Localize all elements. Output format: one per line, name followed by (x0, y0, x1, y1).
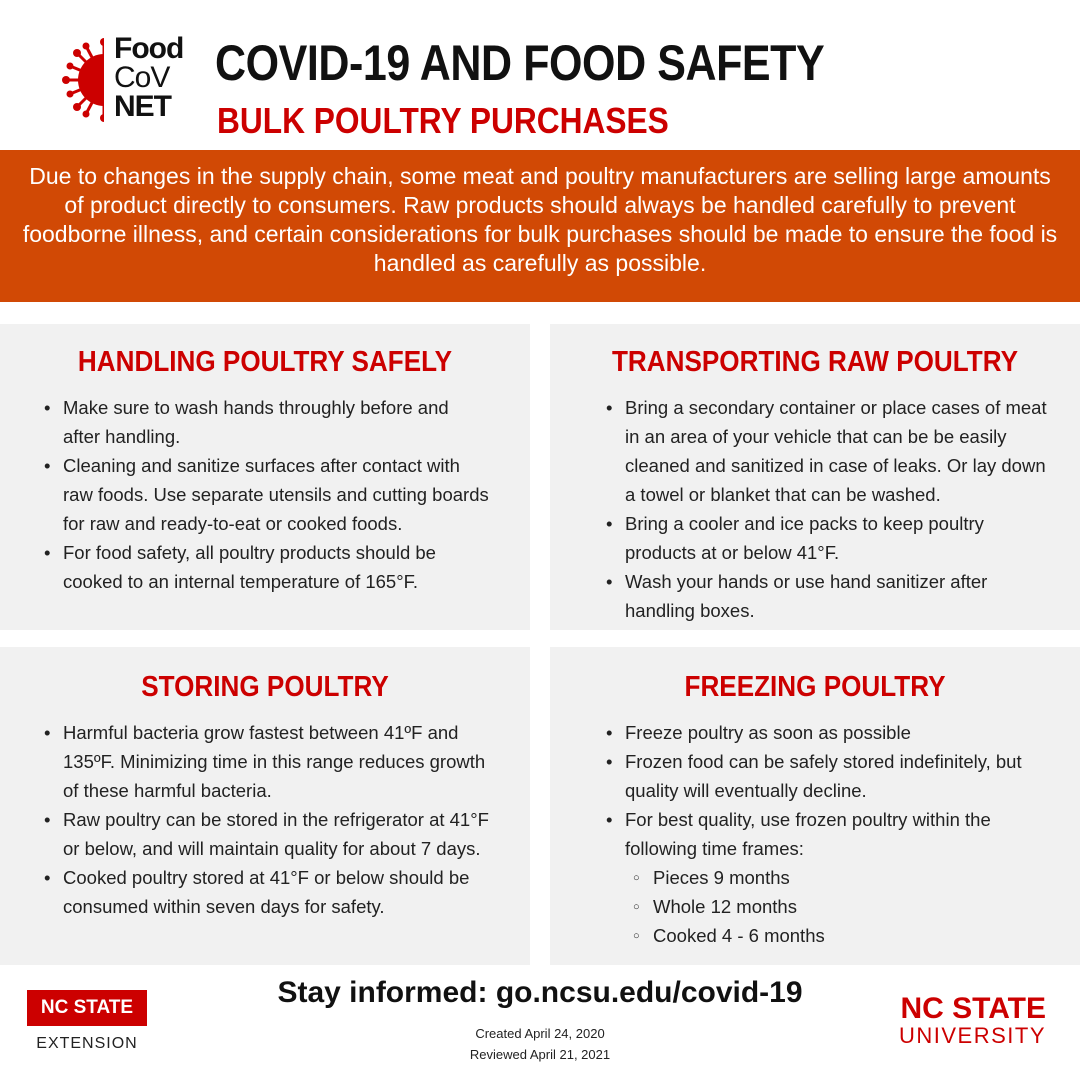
list-item: • Cooked poultry stored at 41°F or below should be consumed within seven days for safety. (44, 863, 490, 921)
created-date: Created April 24, 2020 (475, 1026, 605, 1041)
section-storing (0, 647, 530, 965)
list-item: • For best quality, use frozen poultry within the following time frames: (606, 805, 1050, 863)
university-logo-bottom: UNIVERSITY (898, 1023, 1046, 1048)
section-heading: HANDLING POULTRY SAFELY (77, 346, 453, 378)
sub-list-item: ○ Pieces 9 months (606, 863, 1050, 892)
section-heading: STORING POULTRY (141, 671, 389, 703)
page-subtitle: BULK POULTRY PURCHASES (217, 100, 669, 141)
bullet-list (0, 393, 530, 596)
section-handling (0, 324, 530, 630)
list-item: • For food safety, all poultry products should be cooked to an internal temperature of 165°F. (44, 538, 490, 596)
list-item: • Wash your hands or use hand sanitizer after handling boxes. (606, 567, 1050, 625)
extension-logo-box: NC STATE (27, 990, 147, 1026)
list-item: • Make sure to wash hands throughly before and after handling. (44, 393, 490, 451)
section-heading: FREEZING POULTRY (684, 671, 946, 703)
bullet-list (0, 718, 530, 921)
list-item: • Freeze poultry as soon as possible (606, 718, 1050, 747)
section-heading: TRANSPORTING RAW POULTRY (611, 346, 1018, 378)
sub-list-item: ○ Cooked 4 - 6 months (606, 921, 1050, 950)
stay-informed-link[interactable]: Stay informed: go.ncsu.edu/covid-19 (277, 976, 803, 1009)
university-logo-top: NC STATE (900, 992, 1046, 1025)
header (0, 0, 1080, 148)
bullet-list (550, 718, 1080, 950)
sub-list-item: ○ Whole 12 months (606, 892, 1050, 921)
bullet-list (550, 393, 1080, 625)
nc-state-university-logo (899, 994, 1046, 1048)
list-item: • Bring a cooler and ice packs to keep poultry products at or below 41°F. (606, 509, 1050, 567)
section-freezing (550, 647, 1080, 965)
list-item: • Frozen food can be safely stored indefinitely, but quality will eventually decline. (606, 747, 1050, 805)
reviewed-date: Reviewed April 21, 2021 (469, 1047, 611, 1062)
logo-text (114, 34, 183, 121)
logo-line-2: CoV (114, 61, 170, 94)
logo-line-1: Food (114, 32, 184, 65)
logo-line-3: NET (114, 90, 171, 123)
list-item: • Raw poultry can be stored in the refrigerator at 41°F or below, and will maintain quality for about 7 days. (44, 805, 490, 863)
foodcovnet-logo (62, 30, 192, 130)
list-item: • Bring a secondary container or place cases of meat in an area of your vehicle that can be be easily cleaned and sanitized in case of leaks. Or lay down a towel or blanket that can be washed. (606, 393, 1050, 509)
page-title: COVID-19 AND FOOD SAFETY (215, 35, 825, 91)
extension-logo-label: EXTENSION (36, 1035, 138, 1052)
list-item: • Harmful bacteria grow fastest between 41ºF and 135ºF. Minimizing time in this range reduces growth of these harmful bacteria. (44, 718, 490, 805)
virus-icon (62, 38, 122, 122)
list-item: • Cleaning and sanitize surfaces after contact with raw foods. Use separate utensils and cutting boards for raw and ready-to-eat or cooked foods. (44, 451, 490, 538)
section-transporting (550, 324, 1080, 630)
intro-banner: Due to changes in the supply chain, some meat and poultry manufacturers are selling large amounts of product directly to consumers. Raw products should always be handled carefully to prevent foodborne illness, and certain considerations for bulk purchases should be made to ensure the food is handled as carefully as possible. (0, 150, 1080, 302)
